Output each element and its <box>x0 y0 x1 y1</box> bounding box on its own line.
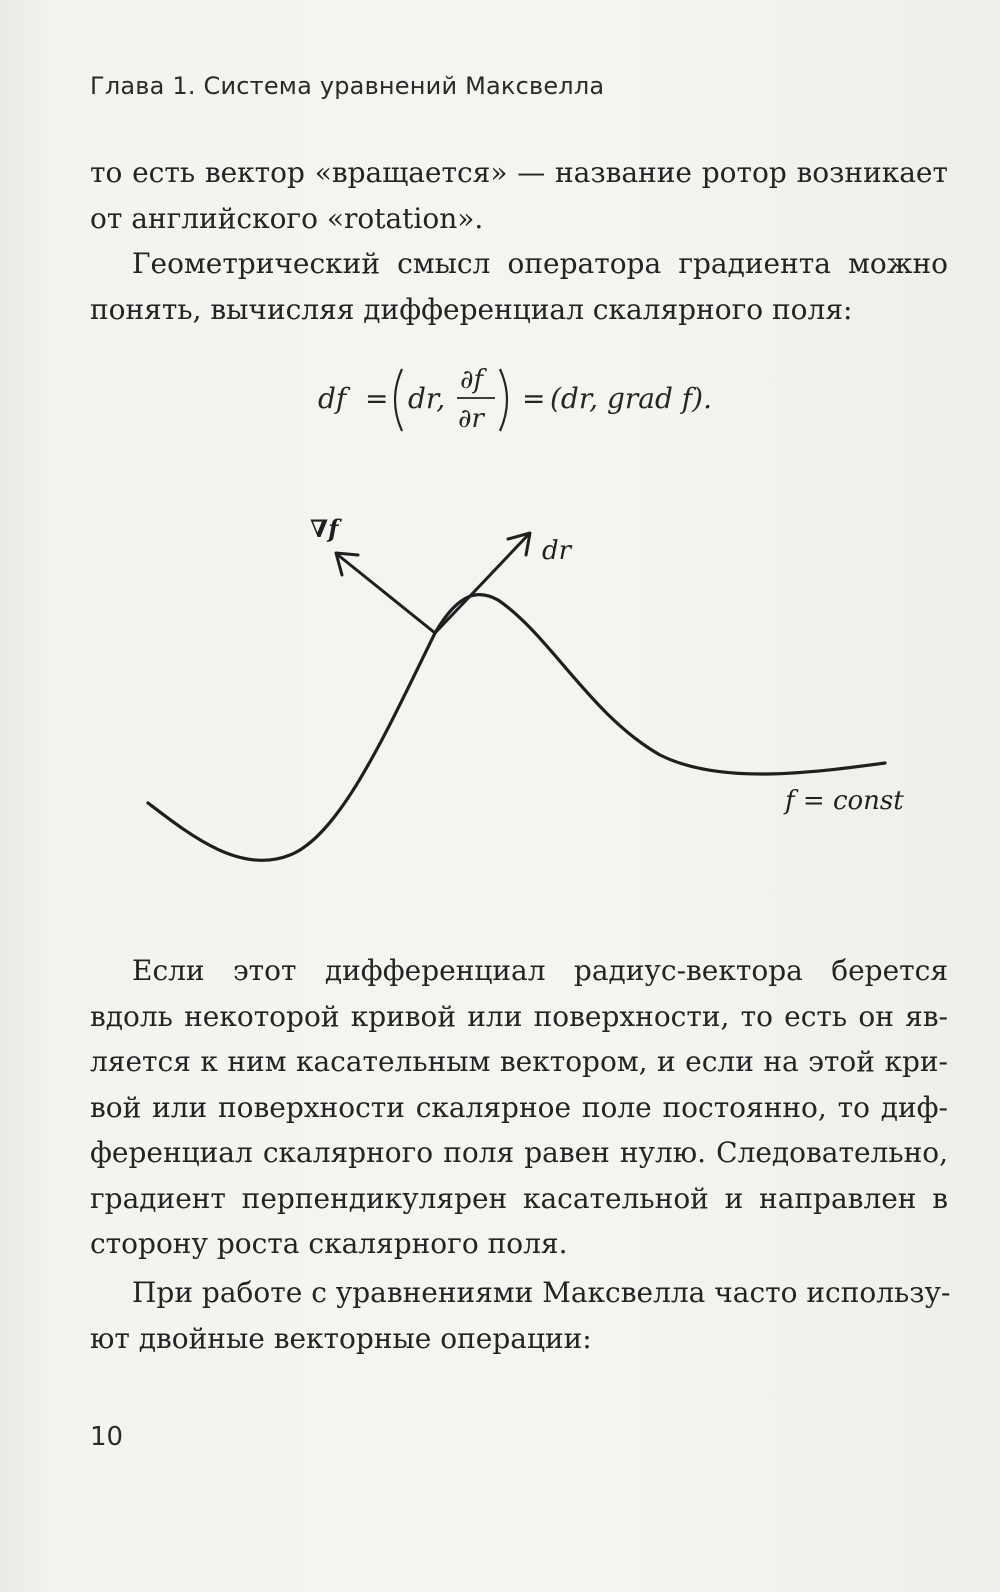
text-line: сторону роста скалярного поля. <box>90 1227 568 1260</box>
label-grad-f: ∇f <box>310 514 339 543</box>
fraction-denominator: ∂r <box>458 404 484 434</box>
formula-equals-1: = <box>365 382 389 415</box>
fraction-numerator: ∂f <box>460 365 484 395</box>
paragraph-rotor <box>90 150 948 241</box>
text-line: ференциал скалярного поля равен нулю. Следовательно, <box>90 1136 948 1169</box>
right-paren <box>500 369 507 431</box>
differential-formula <box>310 355 730 445</box>
running-head: Глава 1. Система уравнений Максвелла <box>90 72 605 100</box>
page-number: 10 <box>90 1422 124 1452</box>
paragraph-double-operations <box>90 1270 951 1361</box>
paragraph-gradient-meaning <box>90 241 948 332</box>
gradient-vector <box>338 555 435 633</box>
formula-lhs: df <box>318 382 347 415</box>
gradient-figure <box>130 505 930 885</box>
text-line: Если этот дифференциал радиус-вектора берется <box>90 954 948 987</box>
label-f-const: f = const <box>785 786 904 816</box>
text-line: Геометрический смысл оператора градиента можно <box>90 247 948 280</box>
text-line: ют двойные векторные операции: <box>90 1321 592 1355</box>
text-line: ляется к ним касательным вектором, и если на этой кри- <box>90 1045 948 1078</box>
label-dr: dr <box>542 536 572 566</box>
text-line: вой или поверхности скалярное поле постоянно, то диф- <box>90 1090 948 1124</box>
dr-vector <box>435 535 528 633</box>
text-line: При работе с уравнениями Максвелла часто использу- <box>90 1276 951 1309</box>
level-curve <box>148 595 885 861</box>
formula-equals-2: = <box>522 382 546 415</box>
paragraph-differential-zero <box>90 948 948 1267</box>
text-line: понять, вычисляя дифференциал скалярного поля: <box>90 292 853 326</box>
formula-rhs: (dr, grad f). <box>550 382 712 415</box>
text-line: градиент перпендикулярен касательной и направлен в <box>90 1181 948 1215</box>
formula-inner-left: dr, <box>408 382 446 415</box>
left-paren <box>395 369 402 431</box>
text-line: вдоль некоторой кривой или поверхности, то есть он яв- <box>90 999 948 1033</box>
text-line: то есть вектор «вращается» — название ротор возникает <box>90 156 948 189</box>
text-line: от английского «rotation». <box>90 201 484 235</box>
